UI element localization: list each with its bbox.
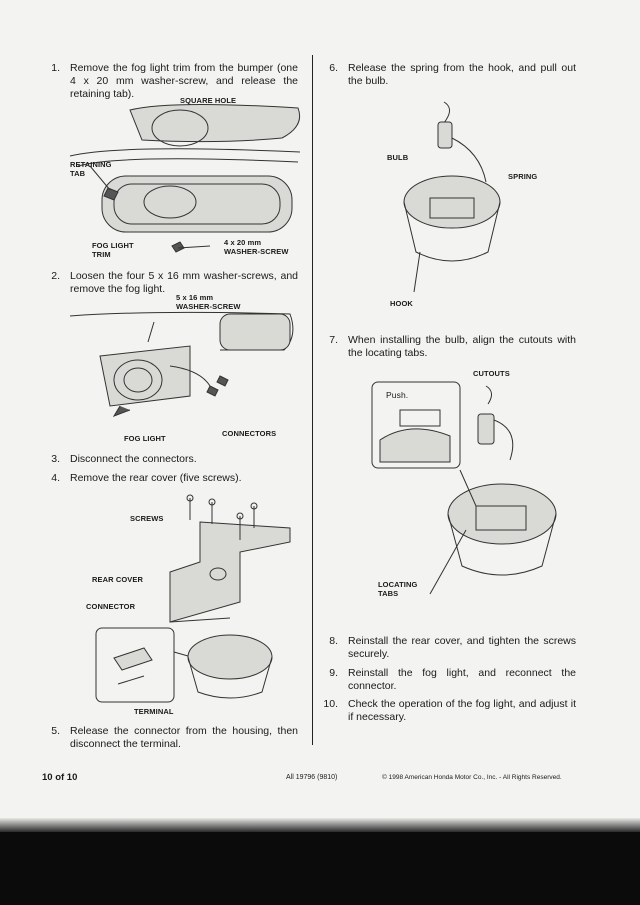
step-number: 5. (51, 725, 60, 737)
label-connectors: CONNECTORS (222, 429, 277, 438)
label-retaining-tab (70, 160, 112, 178)
step-5 (42, 725, 300, 753)
step-9 (320, 667, 578, 695)
step-6 (320, 62, 578, 90)
step-number: 9. (329, 667, 338, 679)
label-5x16-washer-screw (176, 293, 241, 311)
label-line: TAB (70, 169, 86, 178)
document-id: All 19796 (9810) (286, 774, 338, 781)
label-fog-light: FOG LIGHT (124, 434, 166, 443)
copyright-notice: © 1998 American Honda Motor Co., Inc. - All Rights Reserved. (382, 774, 562, 781)
step-text: Remove the fog light trim from the bumper (one 4 x 20 mm washer-screw, and release the retaining tab). (70, 62, 298, 100)
label-cutouts: CUTOUTS (473, 369, 510, 378)
label-hook: HOOK (390, 299, 413, 308)
label-spring: SPRING (508, 172, 538, 181)
label-line: WASHER-SCREW (176, 302, 241, 311)
label-line: TRIM (92, 250, 111, 259)
label-bulb: BULB (387, 153, 409, 162)
page-number: 10 of 10 (42, 772, 78, 783)
label-fog-light-trim (92, 241, 134, 259)
step-text: Reinstall the rear cover, and tighten the screws securely. (348, 635, 576, 660)
step-8 (320, 635, 578, 663)
step-number: 3. (51, 453, 60, 465)
label-line: 4 x 20 mm (224, 238, 262, 247)
step-text: When installing the bulb, align the cutouts with the locating tabs. (348, 334, 576, 359)
label-square-hole: SQUARE HOLE (180, 96, 237, 105)
label-connector: CONNECTOR (86, 602, 136, 611)
step-3 (42, 453, 300, 467)
step-number: 4. (51, 472, 60, 484)
scan-edge (0, 818, 640, 832)
label-terminal: TERMINAL (134, 707, 174, 716)
step-text: Release the connector from the housing, then disconnect the terminal. (70, 725, 298, 750)
label-line: 5 x 16 mm (176, 293, 214, 302)
label-line: LOCATING (378, 580, 418, 589)
step-number: 10. (323, 698, 338, 710)
step-7 (320, 334, 578, 362)
step-number: 7. (329, 334, 338, 346)
label-locating-tabs (378, 580, 417, 598)
column-divider (312, 55, 313, 745)
label-line: WASHER-SCREW (224, 247, 289, 256)
step-text: Check the operation of the fog light, and adjust it if necessary. (348, 698, 576, 723)
step-2 (42, 270, 300, 298)
step-text: Reinstall the fog light, and reconnect the connector. (348, 667, 576, 692)
step-text: Loosen the four 5 x 16 mm washer-screws, and remove the fog light. (70, 270, 298, 295)
label-screws: SCREWS (130, 514, 164, 523)
step-number: 6. (329, 62, 338, 74)
step-text: Remove the rear cover (five screws). (70, 472, 242, 484)
bulb-removal-illustration (390, 102, 510, 297)
step-number: 2. (51, 270, 60, 282)
label-line: FOG LIGHT (92, 241, 134, 250)
label-rear-cover: REAR COVER (92, 575, 144, 584)
label-push: Push. (386, 390, 409, 400)
step-10 (320, 698, 578, 726)
fog-light-removal-illustration (70, 306, 300, 436)
label-4x20-washer-screw (224, 238, 289, 256)
bulb-install-illustration (370, 380, 560, 580)
step-4 (42, 472, 300, 486)
label-line: RETAINING (70, 160, 112, 169)
label-line: TABS (378, 589, 399, 598)
step-text: Release the spring from the hook, and pull out the bulb. (348, 62, 576, 87)
step-number: 8. (329, 635, 338, 647)
step-number: 1. (51, 62, 60, 74)
step-text: Disconnect the connectors. (70, 453, 197, 465)
